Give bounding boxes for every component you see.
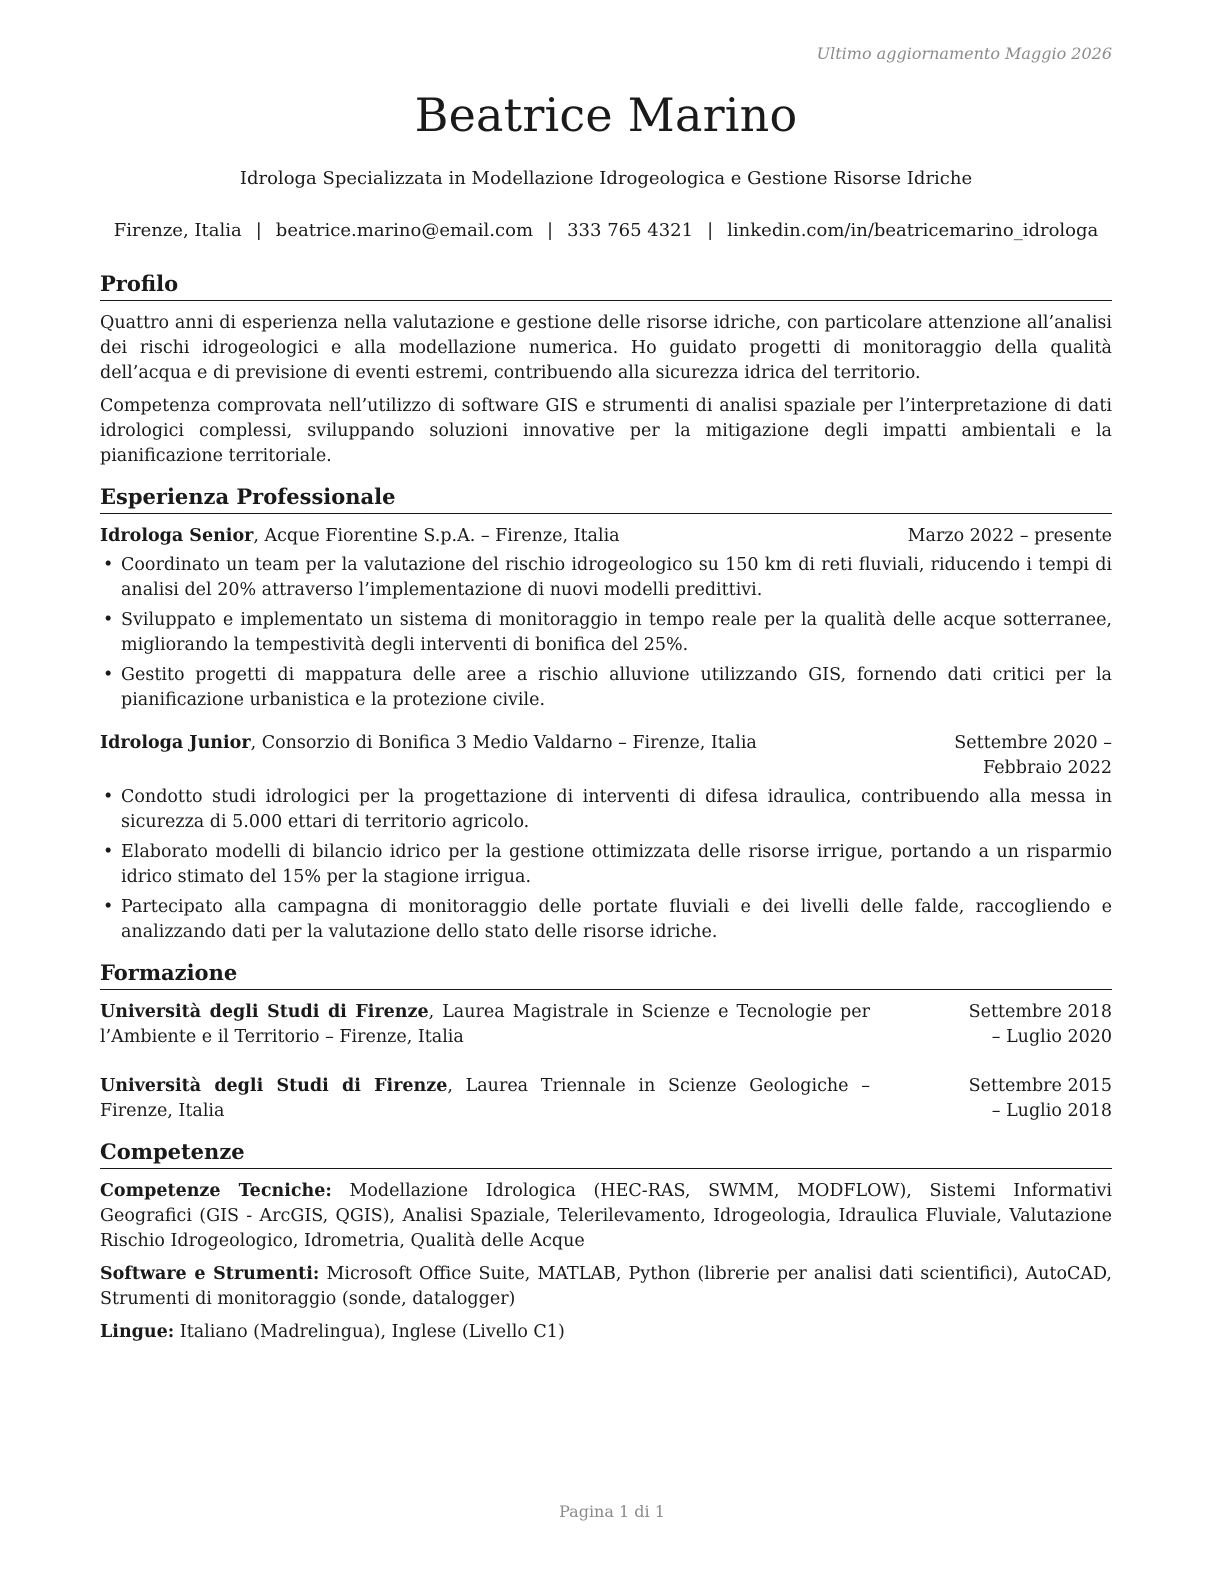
job-bullet: [100, 608, 1112, 658]
section-title-education: Formazione: [100, 959, 1112, 990]
skill-label: Software e Strumenti:: [100, 1264, 320, 1284]
skills-section: [100, 1138, 1112, 1345]
job-bullet-text: Gestito progetti di mappatura delle aree a rischio alluvione utilizzando GIS, fornendo dati critici per la pianificazione urbanistica e la protezione civile.: [121, 665, 1112, 710]
contact-location: Firenze, Italia: [113, 220, 242, 241]
candidate-subtitle: Idrologa Specializzata in Modellazione Idrogeologica e Gestione Risorse Idriche: [239, 168, 973, 189]
job-bullet: [100, 663, 1112, 713]
education-item: [100, 1074, 1112, 1124]
job-bullet-text: Sviluppato e implementato un sistema di monitoraggio in tempo reale per la qualità delle acque sotterranee, migliorando la tempestività degli interventi di bonifica del 25%.: [121, 610, 1112, 655]
candidate-name: Beatrice Marino: [414, 88, 798, 142]
job-org: , Consorzio di Bonifica 3 Medio Valdarno – Firenze, Italia: [250, 733, 757, 753]
skill-line: [100, 1179, 1112, 1254]
bullet-icon: •: [103, 610, 114, 630]
skill-text: Modellazione Idrologica (HEC-RAS, SWMM, MODFLOW), Sistemi Informativi Geografici (GIS - ArcGIS, QGIS), Analisi Spaziale, Telerilevamento, Idrogeologia, Idraulica Fluviale, Valutazione Rischio Idrogeologico, Idrometria, Qualità delle Acque: [100, 1181, 1112, 1251]
education-dates: Settembre 2015 – Luglio 2018: [968, 1076, 1112, 1121]
contact-separator: |: [547, 220, 554, 241]
profile-paragraph: Competenza comprovata nell’utilizzo di software GIS e strumenti di analisi spaziale per l’interpretazione di dati idrologici complessi, sviluppando soluzioni innovative per la mitigazione degli impatti ambientali e la pianificazione territoriale.: [100, 396, 1112, 466]
job-bullet: [100, 840, 1112, 890]
job-dates: Marzo 2022 – presente: [907, 526, 1112, 546]
last-updated: Ultimo aggiornamento Maggio 2026: [816, 44, 1112, 63]
contact-line: [100, 220, 1112, 241]
education-item: [100, 1000, 1112, 1050]
skill-text: Italiano (Madrelingua), Inglese (Livello C1): [174, 1322, 565, 1342]
contact-linkedin[interactable]: linkedin.com/in/beatricemarino_idrologa: [727, 220, 1099, 241]
bullet-icon: •: [103, 842, 114, 862]
job-header: [100, 731, 1112, 781]
job-bullet-text: Condotto studi idrologici per la progettazione di interventi di difesa idraulica, contribuendo alla messa in sicurezza di 5.000 ettari di territorio agricolo.: [121, 787, 1112, 832]
education-school: Università degli Studi di Firenze: [100, 1002, 429, 1022]
education-degree-line: [100, 1000, 870, 1050]
education-school: Università degli Studi di Firenze: [100, 1076, 448, 1096]
skill-label: Competenze Tecniche:: [100, 1181, 332, 1201]
job-bullet-list: [100, 553, 1112, 713]
skill-line: [100, 1320, 1112, 1345]
skill-label: Lingue:: [100, 1322, 175, 1342]
job-bullet: [100, 785, 1112, 835]
job-role: Idrologa Junior: [100, 733, 251, 753]
bullet-icon: •: [103, 555, 114, 575]
education-degree: , Laurea Magistrale in Scienze e Tecnologie per l’Ambiente e il Territorio – Firenze, Italia: [100, 1002, 870, 1047]
bullet-icon: •: [103, 897, 114, 917]
bullet-icon: •: [103, 665, 114, 685]
contact-separator: |: [255, 220, 262, 241]
education-degree: , Laurea Triennale in Scienze Geologiche – Firenze, Italia: [100, 1076, 870, 1121]
skill-text: Microsoft Office Suite, MATLAB, Python (librerie per analisi dati scientifici), AutoCAD, Strumenti di monitoraggio (sonde, datalogger): [100, 1264, 1112, 1309]
contact-phone[interactable]: 333 765 4321: [567, 220, 694, 241]
job-bullet-list: [100, 785, 1112, 945]
section-title-skills: Competenze: [100, 1138, 1112, 1169]
section-title-experience: Esperienza Professionale: [100, 483, 1112, 514]
job-org: , Acque Fiorentine S.p.A. – Firenze, Italia: [253, 526, 620, 546]
job-title-line: [100, 524, 908, 549]
education-dates: Settembre 2018 – Luglio 2020: [968, 1002, 1112, 1047]
job-bullet: [100, 895, 1112, 945]
job-bullet: [100, 553, 1112, 603]
contact-separator: |: [707, 220, 714, 241]
job-bullet-text: Coordinato un team per la valutazione del rischio idrogeologico su 150 km di reti fluviali, riducendo i tempi di analisi del 20% attraverso l’implementazione di nuovi modelli predittivi.: [121, 555, 1112, 600]
skill-line: [100, 1262, 1112, 1312]
bullet-icon: •: [103, 787, 114, 807]
experience-section: [100, 483, 1112, 945]
contact-email[interactable]: beatrice.marino@email.com: [275, 220, 534, 241]
section-title-profile: Profilo: [100, 270, 1112, 301]
job-title-line: [100, 731, 872, 756]
page-number: Pagina 1 di 1: [559, 1502, 665, 1521]
profile-paragraph: Quattro anni di esperienza nella valutazione e gestione delle risorse idriche, con particolare attenzione all’analisi dei rischi idrogeologici e alla modellazione numerica. Ho guidato progetti di monitoraggio della qualità dell’acqua e di previsione di eventi estremi, contribuendo alla sicurezza idrica del territorio.: [100, 313, 1112, 383]
job-bullet-text: Elaborato modelli di bilancio idrico per la gestione ottimizzata delle risorse irrigue, portando a un risparmio idrico stimato del 15% per la stagione irrigua.: [121, 842, 1112, 887]
education-section: [100, 959, 1112, 1124]
resume-content: [100, 270, 1112, 1359]
job-dates: Settembre 2020 – Febbraio 2022: [954, 733, 1112, 778]
job-bullet-text: Partecipato alla campagna di monitoraggio delle portate fluviali e dei livelli delle falde, raccogliendo e analizzando dati per la valutazione dello stato delle risorse idriche.: [121, 897, 1112, 942]
job-header: [100, 524, 1112, 549]
job-role: Idrologa Senior: [100, 526, 254, 546]
education-degree-line: [100, 1074, 870, 1124]
profile-section: [100, 270, 1112, 469]
